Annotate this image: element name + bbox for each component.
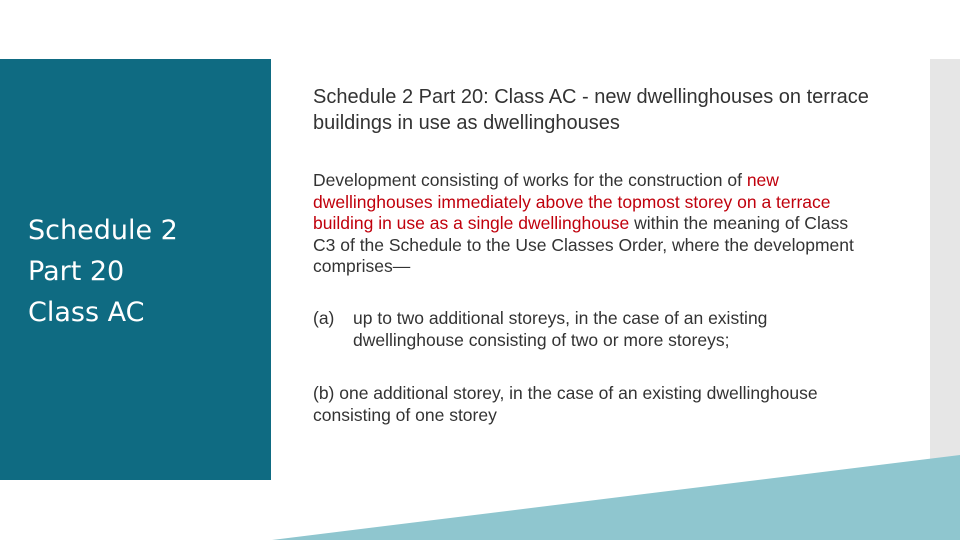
highlighted-phrase: new dwellinghouses immediately above the topmost storey on a terrace building in use as a single dwellinghouse: [313, 170, 831, 234]
paragraph-lead: Development consisting of works for the construction of: [313, 170, 747, 190]
paragraph-tail: within the meaning of Class C3 of the Schedule to the Use Classes Order, where the development comprises—: [313, 213, 854, 277]
development-paragraph: [313, 170, 873, 278]
slide-heading: Schedule 2 Part 20: Class AC - new dwellinghouses on terrace buildings in use as dwellinghouses: [313, 86, 869, 134]
list-item-b: (b) one additional storey, in the case of an existing dwellinghouse consisting of one storey: [313, 383, 818, 425]
list-item-a: [313, 308, 873, 350]
side-title-line-2: Part 20: [28, 256, 125, 287]
content-area: [313, 84, 903, 425]
list-item-a-text: up to two additional storeys, in the case of an existing dwellinghouse consisting of two or more storeys;: [353, 308, 768, 350]
list-item-a-marker: (a): [313, 308, 335, 328]
side-title-line-1: Schedule 2: [28, 215, 178, 246]
accent-wedge-shape: [272, 455, 960, 540]
side-title-line-3: Class AC: [28, 297, 145, 328]
